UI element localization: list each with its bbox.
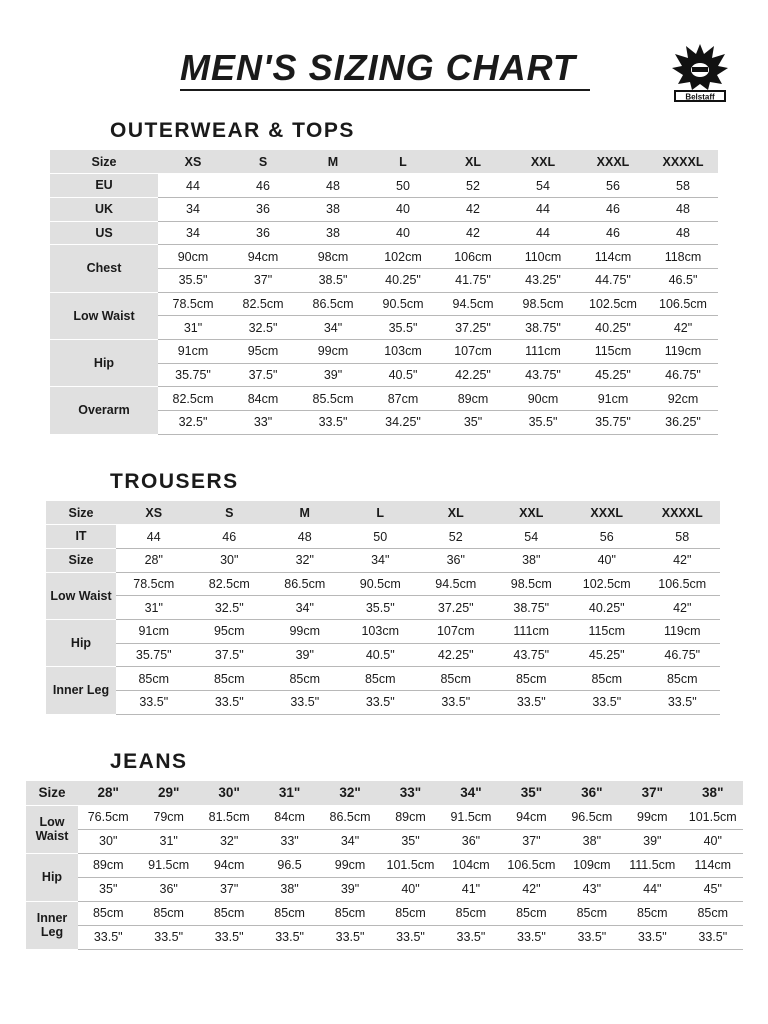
row-label: Chest [50, 245, 158, 292]
size-value-cell: 54 [494, 525, 570, 549]
brand-wordmark: Belstaff [685, 92, 715, 102]
size-value-cell: 43.75" [508, 363, 578, 387]
size-value-cell: 78.5cm [116, 572, 192, 596]
header-size-cell: XXXXL [645, 501, 721, 525]
size-value-cell: 107cm [438, 340, 508, 364]
row-label: Low Waist [50, 292, 158, 339]
size-value-cell: 85cm [320, 901, 380, 925]
size-value-cell: 106cm [438, 245, 508, 269]
size-value-cell: 32.5" [192, 596, 268, 620]
size-value-cell: 109cm [562, 853, 622, 877]
size-value-cell: 85cm [259, 901, 319, 925]
table-header-row [50, 150, 718, 174]
size-value-cell: 36.25" [648, 411, 718, 435]
size-value-cell: 32.5" [158, 411, 228, 435]
size-value-cell: 33" [228, 411, 298, 435]
size-value-cell: 56 [569, 525, 645, 549]
table-row [46, 643, 720, 667]
header-size-cell: 30" [199, 781, 259, 805]
size-value-cell: 90.5cm [368, 292, 438, 316]
size-value-cell: 38 [298, 221, 368, 245]
size-value-cell: 39" [267, 643, 343, 667]
size-value-cell: 44.75" [578, 268, 648, 292]
size-value-cell: 35.5" [158, 268, 228, 292]
header-size-label: Size [50, 150, 158, 174]
size-value-cell: 103cm [343, 619, 419, 643]
size-value-cell: 31" [138, 829, 198, 853]
size-value-cell: 85cm [267, 667, 343, 691]
size-value-cell: 44 [116, 525, 192, 549]
header-size-cell: 34" [441, 781, 501, 805]
size-value-cell: 33.5" [441, 925, 501, 949]
size-value-cell: 33.5" [562, 925, 622, 949]
outerwear-size-table [50, 150, 718, 435]
title-underline [180, 89, 590, 91]
size-value-cell: 42 [438, 197, 508, 221]
size-value-cell: 33.5" [343, 691, 419, 715]
header-size-cell: M [267, 501, 343, 525]
header-size-label: Size [46, 501, 116, 525]
size-value-cell: 85cm [343, 667, 419, 691]
header-size-cell: 35" [501, 781, 561, 805]
size-value-cell: 38" [259, 877, 319, 901]
header-size-label: Size [26, 781, 78, 805]
size-value-cell: 44 [508, 197, 578, 221]
size-value-cell: 34.25" [368, 411, 438, 435]
table-row [50, 221, 718, 245]
size-value-cell: 95cm [192, 619, 268, 643]
size-value-cell: 95cm [228, 340, 298, 364]
size-value-cell: 40 [368, 221, 438, 245]
size-value-cell: 85cm [645, 667, 721, 691]
size-value-cell: 34 [158, 197, 228, 221]
size-value-cell: 102cm [368, 245, 438, 269]
size-value-cell: 103cm [368, 340, 438, 364]
table-row [26, 829, 743, 853]
size-value-cell: 33.5" [320, 925, 380, 949]
size-value-cell: 98.5cm [494, 572, 570, 596]
size-value-cell: 94cm [501, 805, 561, 829]
table-row [46, 572, 720, 596]
size-value-cell: 58 [645, 525, 721, 549]
table-row [26, 805, 743, 829]
size-value-cell: 40" [683, 829, 743, 853]
size-value-cell: 111cm [508, 340, 578, 364]
size-value-cell: 91cm [116, 619, 192, 643]
size-value-cell: 106.5cm [645, 572, 721, 596]
size-value-cell: 48 [298, 174, 368, 198]
size-value-cell: 46 [228, 174, 298, 198]
size-value-cell: 119cm [648, 340, 718, 364]
size-value-cell: 45" [683, 877, 743, 901]
size-value-cell: 35.5" [343, 596, 419, 620]
table-row [46, 525, 720, 549]
size-value-cell: 33.5" [192, 691, 268, 715]
size-value-cell: 98cm [298, 245, 368, 269]
size-value-cell: 33.5" [116, 691, 192, 715]
size-value-cell: 86.5cm [320, 805, 380, 829]
size-value-cell: 28" [116, 548, 192, 572]
size-value-cell: 106.5cm [648, 292, 718, 316]
size-value-cell: 39" [622, 829, 682, 853]
size-value-cell: 42" [645, 596, 721, 620]
size-value-cell: 87cm [368, 387, 438, 411]
header-size-cell: XXXL [569, 501, 645, 525]
size-value-cell: 90cm [508, 387, 578, 411]
size-value-cell: 86.5cm [298, 292, 368, 316]
table-row [50, 340, 718, 364]
size-value-cell: 48 [648, 197, 718, 221]
row-label: Inner Leg [26, 901, 78, 949]
size-value-cell: 84cm [259, 805, 319, 829]
table-row [46, 548, 720, 572]
size-value-cell: 33.5" [645, 691, 721, 715]
header-size-cell: 33" [380, 781, 440, 805]
size-value-cell: 85cm [380, 901, 440, 925]
size-value-cell: 94.5cm [438, 292, 508, 316]
table-row [46, 691, 720, 715]
row-label: Overarm [50, 387, 158, 434]
size-value-cell: 107cm [418, 619, 494, 643]
size-value-cell: 33.5" [259, 925, 319, 949]
size-value-cell: 46 [578, 221, 648, 245]
size-value-cell: 115cm [578, 340, 648, 364]
header-size-cell: 31" [259, 781, 319, 805]
size-value-cell: 35.75" [116, 643, 192, 667]
table-header-row [26, 781, 743, 805]
section-title-trousers: TROUSERS [110, 470, 239, 493]
size-value-cell: 91cm [158, 340, 228, 364]
size-value-cell: 90.5cm [343, 572, 419, 596]
row-label: Size [46, 548, 116, 572]
size-value-cell: 46 [578, 197, 648, 221]
table-row [26, 877, 743, 901]
size-value-cell: 40.5" [343, 643, 419, 667]
size-value-cell: 94.5cm [418, 572, 494, 596]
size-value-cell: 36" [138, 877, 198, 901]
header-size-cell: 29" [138, 781, 198, 805]
size-value-cell: 89cm [78, 853, 138, 877]
size-value-cell: 43.75" [494, 643, 570, 667]
size-value-cell: 104cm [441, 853, 501, 877]
jeans-size-table [26, 781, 743, 950]
size-value-cell: 33.5" [267, 691, 343, 715]
size-value-cell: 91.5cm [441, 805, 501, 829]
size-value-cell: 31" [116, 596, 192, 620]
size-value-cell: 92cm [648, 387, 718, 411]
size-value-cell: 32" [199, 829, 259, 853]
row-label: Low Waist [46, 572, 116, 619]
size-value-cell: 46.75" [648, 363, 718, 387]
size-value-cell: 36" [441, 829, 501, 853]
size-value-cell: 33.5" [380, 925, 440, 949]
size-value-cell: 81.5cm [199, 805, 259, 829]
size-value-cell: 102.5cm [578, 292, 648, 316]
size-value-cell: 84cm [228, 387, 298, 411]
size-value-cell: 37.25" [438, 316, 508, 340]
size-value-cell: 82.5cm [192, 572, 268, 596]
size-value-cell: 40.25" [569, 596, 645, 620]
size-value-cell: 33.5" [569, 691, 645, 715]
size-value-cell: 85cm [683, 901, 743, 925]
header-size-cell: XL [438, 150, 508, 174]
table-row [50, 174, 718, 198]
table-row [46, 596, 720, 620]
size-value-cell: 119cm [645, 619, 721, 643]
size-value-cell: 85cm [501, 901, 561, 925]
size-value-cell: 96.5 [259, 853, 319, 877]
size-value-cell: 37" [228, 268, 298, 292]
size-value-cell: 35" [78, 877, 138, 901]
size-value-cell: 110cm [508, 245, 578, 269]
row-label: Hip [26, 853, 78, 901]
size-value-cell: 44 [508, 221, 578, 245]
size-value-cell: 45.25" [578, 363, 648, 387]
header-size-cell: 38" [683, 781, 743, 805]
size-value-cell: 37.5" [192, 643, 268, 667]
size-value-cell: 56 [578, 174, 648, 198]
brand-logo [670, 40, 730, 104]
size-value-cell: 85cm [494, 667, 570, 691]
size-value-cell: 76.5cm [78, 805, 138, 829]
size-value-cell: 42" [645, 548, 721, 572]
header-size-cell: XS [158, 150, 228, 174]
size-value-cell: 85cm [199, 901, 259, 925]
row-label: Hip [46, 619, 116, 666]
trousers-size-table [46, 501, 720, 715]
size-value-cell: 40.25" [368, 268, 438, 292]
size-value-cell: 34" [320, 829, 380, 853]
size-value-cell: 38 [298, 197, 368, 221]
size-value-cell: 34" [298, 316, 368, 340]
size-value-cell: 37" [199, 877, 259, 901]
size-value-cell: 41.75" [438, 268, 508, 292]
row-label: UK [50, 197, 158, 221]
table-row [26, 853, 743, 877]
size-value-cell: 52 [438, 174, 508, 198]
table-row [50, 197, 718, 221]
size-value-cell: 98.5cm [508, 292, 578, 316]
size-value-cell: 85cm [569, 667, 645, 691]
size-value-cell: 42" [648, 316, 718, 340]
size-value-cell: 46.5" [648, 268, 718, 292]
size-value-cell: 35.75" [578, 411, 648, 435]
row-label: Low Waist [26, 805, 78, 853]
section-title-jeans: JEANS [110, 750, 188, 773]
size-value-cell: 85cm [562, 901, 622, 925]
header-size-cell: L [343, 501, 419, 525]
header-size-cell: S [228, 150, 298, 174]
header-size-cell: 37" [622, 781, 682, 805]
size-value-cell: 38.75" [508, 316, 578, 340]
size-value-cell: 37.25" [418, 596, 494, 620]
size-value-cell: 46.75" [645, 643, 721, 667]
size-value-cell: 34 [158, 221, 228, 245]
size-value-cell: 79cm [138, 805, 198, 829]
size-value-cell: 82.5cm [158, 387, 228, 411]
size-value-cell: 86.5cm [267, 572, 343, 596]
size-value-cell: 101.5cm [683, 805, 743, 829]
size-value-cell: 40" [380, 877, 440, 901]
size-value-cell: 31" [158, 316, 228, 340]
header-size-cell: XXXL [578, 150, 648, 174]
size-value-cell: 99cm [298, 340, 368, 364]
size-value-cell: 48 [267, 525, 343, 549]
table-row [26, 901, 743, 925]
size-value-cell: 85cm [138, 901, 198, 925]
size-value-cell: 94cm [199, 853, 259, 877]
row-label: EU [50, 174, 158, 198]
size-value-cell: 85cm [418, 667, 494, 691]
size-value-cell: 99cm [320, 853, 380, 877]
header-size-cell: XL [418, 501, 494, 525]
size-value-cell: 35" [438, 411, 508, 435]
size-value-cell: 38" [562, 829, 622, 853]
size-value-cell: 38.5" [298, 268, 368, 292]
table-row [26, 925, 743, 949]
size-value-cell: 106.5cm [501, 853, 561, 877]
size-value-cell: 96.5cm [562, 805, 622, 829]
size-value-cell: 33.5" [501, 925, 561, 949]
size-value-cell: 35.5" [368, 316, 438, 340]
size-value-cell: 35.75" [158, 363, 228, 387]
size-value-cell: 52 [418, 525, 494, 549]
size-value-cell: 43.25" [508, 268, 578, 292]
size-value-cell: 85cm [192, 667, 268, 691]
size-value-cell: 35.5" [508, 411, 578, 435]
size-value-cell: 85.5cm [298, 387, 368, 411]
header-size-cell: L [368, 150, 438, 174]
size-value-cell: 35" [380, 829, 440, 853]
table-header-row [46, 501, 720, 525]
size-value-cell: 111cm [494, 619, 570, 643]
page-title: MEN'S SIZING CHART [180, 47, 576, 88]
size-value-cell: 40" [569, 548, 645, 572]
table-row [50, 387, 718, 411]
size-value-cell: 48 [648, 221, 718, 245]
size-value-cell: 91cm [578, 387, 648, 411]
size-value-cell: 30" [78, 829, 138, 853]
size-value-cell: 33.5" [78, 925, 138, 949]
size-value-cell: 33.5" [683, 925, 743, 949]
size-value-cell: 42" [501, 877, 561, 901]
phoenix-logo-icon [670, 40, 730, 104]
size-value-cell: 37.5" [228, 363, 298, 387]
size-value-cell: 33.5" [622, 925, 682, 949]
size-value-cell: 36" [418, 548, 494, 572]
size-value-cell: 46 [192, 525, 268, 549]
size-value-cell: 85cm [116, 667, 192, 691]
size-value-cell: 36 [228, 221, 298, 245]
header-size-cell: M [298, 150, 368, 174]
size-value-cell: 50 [368, 174, 438, 198]
size-value-cell: 41" [441, 877, 501, 901]
size-value-cell: 43" [562, 877, 622, 901]
table-row [46, 667, 720, 691]
size-value-cell: 40.25" [578, 316, 648, 340]
size-value-cell: 89cm [438, 387, 508, 411]
table-row [50, 245, 718, 269]
size-value-cell: 33.5" [199, 925, 259, 949]
header-size-cell: XS [116, 501, 192, 525]
size-value-cell: 118cm [648, 245, 718, 269]
size-value-cell: 85cm [78, 901, 138, 925]
size-value-cell: 111.5cm [622, 853, 682, 877]
size-value-cell: 40 [368, 197, 438, 221]
size-value-cell: 114cm [578, 245, 648, 269]
size-value-cell: 58 [648, 174, 718, 198]
header-size-cell: XXL [494, 501, 570, 525]
header-size-cell: XXL [508, 150, 578, 174]
size-value-cell: 30" [192, 548, 268, 572]
size-value-cell: 42.25" [438, 363, 508, 387]
size-value-cell: 33.5" [298, 411, 368, 435]
size-value-cell: 85cm [622, 901, 682, 925]
size-value-cell: 36 [228, 197, 298, 221]
header-size-cell: 32" [320, 781, 380, 805]
row-label: Hip [50, 340, 158, 387]
size-value-cell: 99cm [622, 805, 682, 829]
size-value-cell: 42 [438, 221, 508, 245]
section-title-outerwear: OUTERWEAR & TOPS [110, 119, 355, 142]
size-value-cell: 33.5" [494, 691, 570, 715]
table-row [46, 619, 720, 643]
row-label: US [50, 221, 158, 245]
size-value-cell: 114cm [683, 853, 743, 877]
size-value-cell: 50 [343, 525, 419, 549]
table-row [50, 292, 718, 316]
size-value-cell: 32.5" [228, 316, 298, 340]
size-value-cell: 90cm [158, 245, 228, 269]
size-value-cell: 101.5cm [380, 853, 440, 877]
size-value-cell: 33.5" [418, 691, 494, 715]
header-size-cell: 36" [562, 781, 622, 805]
header-size-cell: 28" [78, 781, 138, 805]
size-value-cell: 38" [494, 548, 570, 572]
size-value-cell: 39" [298, 363, 368, 387]
size-value-cell: 34" [343, 548, 419, 572]
size-value-cell: 39" [320, 877, 380, 901]
header-size-cell: S [192, 501, 268, 525]
size-value-cell: 102.5cm [569, 572, 645, 596]
size-value-cell: 37" [501, 829, 561, 853]
header-size-cell: XXXXL [648, 150, 718, 174]
size-value-cell: 38.75" [494, 596, 570, 620]
size-value-cell: 91.5cm [138, 853, 198, 877]
size-value-cell: 44 [158, 174, 228, 198]
size-value-cell: 40.5" [368, 363, 438, 387]
row-label: IT [46, 525, 116, 549]
size-value-cell: 42.25" [418, 643, 494, 667]
size-value-cell: 33" [259, 829, 319, 853]
size-value-cell: 54 [508, 174, 578, 198]
size-value-cell: 33.5" [138, 925, 198, 949]
size-value-cell: 85cm [441, 901, 501, 925]
size-value-cell: 45.25" [569, 643, 645, 667]
size-value-cell: 115cm [569, 619, 645, 643]
size-value-cell: 34" [267, 596, 343, 620]
row-label: Inner Leg [46, 667, 116, 714]
size-value-cell: 94cm [228, 245, 298, 269]
size-value-cell: 44" [622, 877, 682, 901]
size-value-cell: 89cm [380, 805, 440, 829]
size-value-cell: 32" [267, 548, 343, 572]
size-value-cell: 99cm [267, 619, 343, 643]
size-value-cell: 78.5cm [158, 292, 228, 316]
size-value-cell: 82.5cm [228, 292, 298, 316]
